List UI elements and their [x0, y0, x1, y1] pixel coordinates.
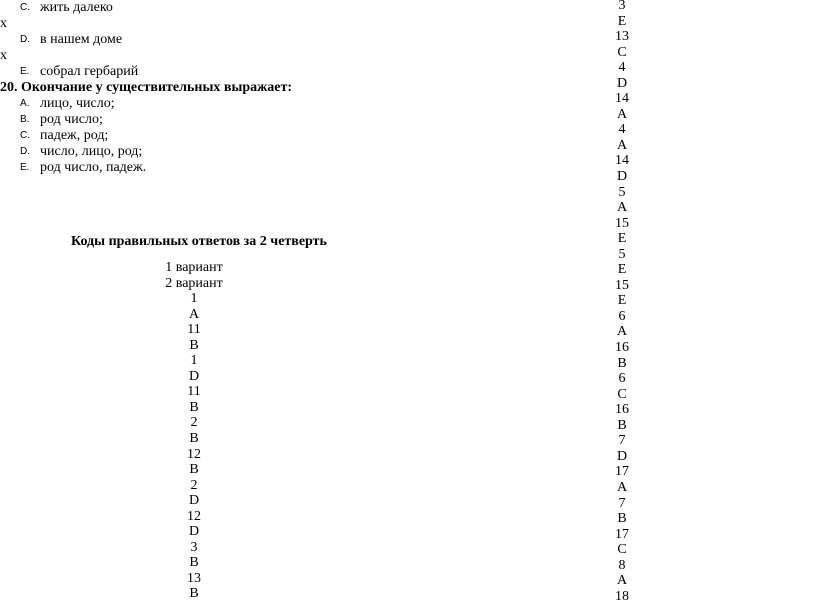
center-column-cell: 12 [187, 446, 201, 462]
right-column-cell: 15 [615, 277, 629, 293]
right-column-cell: A [616, 573, 628, 589]
right-column-cell: 14 [615, 91, 629, 107]
right-column-cell: A [616, 479, 628, 495]
right-column-cell: 6 [618, 371, 626, 387]
q19-option-d-mark: x [0, 48, 7, 63]
right-column-cell: 16 [615, 402, 629, 418]
right-column-cell: A [616, 106, 628, 122]
right-column-cell: D [616, 75, 628, 91]
right-column-cell: B [617, 355, 627, 371]
q20-option-e-text: род число, падеж. [40, 160, 147, 175]
right-column-cell: 5 [618, 184, 626, 200]
center-column-cell: 2 [190, 477, 198, 493]
center-column-cell: B [189, 555, 199, 571]
center-column-cell: 13 [187, 570, 201, 586]
q20-option-d-text: число, лицо, род; [40, 144, 143, 159]
right-column-cell: 16 [615, 340, 629, 356]
right-column-cell: C [617, 44, 627, 60]
center-column-cell: 1 [190, 353, 198, 369]
center-column-cell: B [189, 431, 199, 447]
right-column-cell: 4 [618, 60, 626, 76]
center-column-cell: D [188, 524, 200, 540]
center-column-cell: D [188, 368, 200, 384]
center-column-cell: 3 [190, 539, 198, 555]
center-column-cell: 12 [187, 508, 201, 524]
center-column-cell: B [189, 462, 199, 478]
q20-text: Окончание у существительных выражает: [21, 80, 293, 95]
right-column-cell: 5 [618, 246, 626, 262]
right-column-cell: E [617, 231, 627, 247]
q19-option-e-text: собрал гербарий [40, 64, 139, 79]
right-column-cell: 17 [615, 464, 629, 480]
right-column-cell: B [617, 511, 627, 527]
q20-option-e-letter: E. [20, 162, 30, 173]
right-column-cell: C [617, 542, 627, 558]
right-column-cell: 6 [618, 308, 626, 324]
q20-option-a-text: лицо, число; [40, 96, 115, 111]
center-column-cell: D [188, 493, 200, 509]
right-column-cell: A [616, 324, 628, 340]
answers-right-column [592, 0, 652, 604]
q20-option-d-letter: D. [20, 146, 30, 157]
q20-option-b-text: род число; [40, 112, 103, 127]
q19-option-e-letter: E. [20, 66, 30, 77]
center-column-cell: 2 [190, 415, 198, 431]
center-column-cell: B [189, 586, 199, 602]
right-column-cell: 4 [618, 122, 626, 138]
q20-option-c-letter: C. [20, 130, 30, 141]
right-column-cell: A [616, 137, 628, 153]
center-column-cell: 11 [187, 384, 201, 400]
center-column-cell: B [189, 337, 199, 353]
right-column-cell: 13 [615, 29, 629, 45]
q19-option-d-text: в нашем доме [40, 32, 123, 47]
right-column-cell: 7 [618, 433, 626, 449]
center-column-cell: B [189, 399, 199, 415]
answers-center-column [144, 260, 244, 602]
center-column-cell: A [188, 306, 200, 322]
right-column-cell: 3 [618, 0, 626, 13]
right-column-cell: 15 [615, 215, 629, 231]
q19-option-c-letter: C. [20, 2, 30, 13]
q20-option-c-text: падеж, род; [40, 128, 109, 143]
right-column-cell: 7 [618, 495, 626, 511]
q20-number: 20. [0, 80, 18, 95]
right-column-cell: C [617, 386, 627, 402]
right-column-cell: E [617, 262, 627, 278]
right-column-cell: D [616, 448, 628, 464]
center-column-cell: 1 вариант [165, 260, 223, 275]
q19-option-c-mark: x [0, 16, 7, 31]
right-column-cell: D [616, 169, 628, 185]
q20-option-b-letter: B. [20, 114, 30, 125]
q20-option-a-letter: A. [20, 98, 30, 109]
q19-option-c-text: жить далеко [40, 0, 113, 15]
right-column-cell: E [617, 293, 627, 309]
center-column-cell: 11 [187, 322, 201, 338]
answers-title: Коды правильных ответов за 2 четверть [71, 234, 327, 249]
right-column-cell: 8 [618, 557, 626, 573]
right-column-cell: B [617, 417, 627, 433]
center-column-cell: 2 вариант [165, 275, 223, 291]
q19-option-d-letter: D. [20, 34, 30, 45]
right-column-cell: 14 [615, 153, 629, 169]
center-column-cell: 1 [190, 291, 198, 307]
right-column-cell: A [616, 200, 628, 216]
right-column-cell: 18 [615, 588, 629, 604]
right-column-cell: E [617, 13, 627, 29]
right-column-cell: 17 [615, 526, 629, 542]
